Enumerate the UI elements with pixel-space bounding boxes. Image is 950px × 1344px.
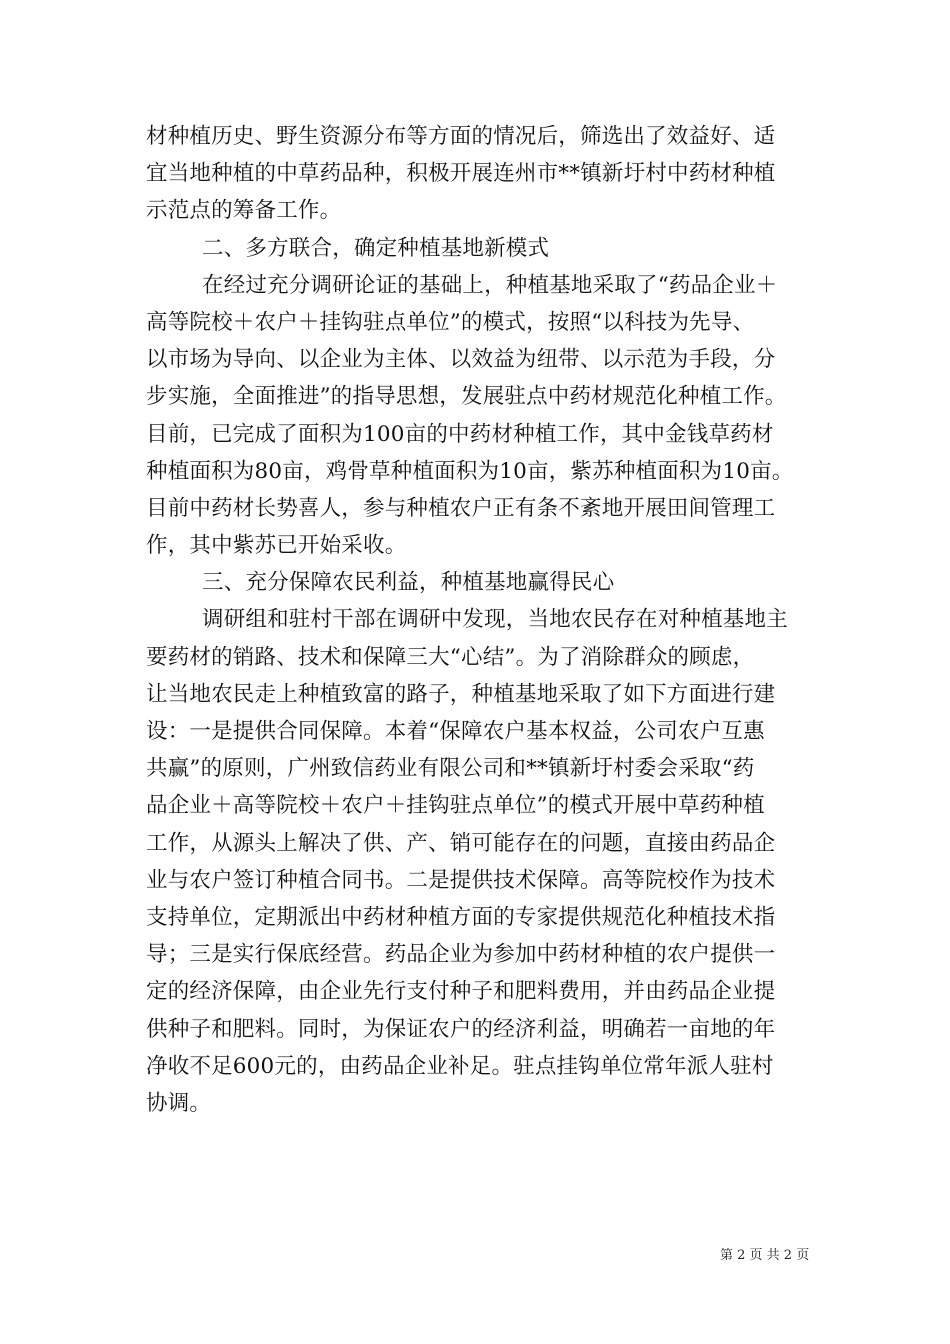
- text-line: 协调。: [146, 1090, 212, 1116]
- page-number-footer: 第 2 页 共 2 页: [720, 1248, 810, 1263]
- text-line: 种植面积为80亩，鸡骨草种植面积为10亩，紫苏种植面积为10亩。: [146, 458, 794, 484]
- text-line: 二、多方联合，确定种植基地新模式: [202, 235, 550, 261]
- text-line: 供种子和肥料。同时，为保证农户的经济利益，明确若一亩地的年: [146, 1016, 776, 1042]
- text-line: 宜当地种植的中草药品种，积极开展连州市**镇新圩村中药材种植: [146, 161, 776, 187]
- text-line: 步实施，全面推进”的指导思想，发展驻点中药材规范化种植工作。: [146, 384, 787, 410]
- text-line: 设：一是提供合同保障。本着“保障农户基本权益，公司农户互惠: [146, 719, 765, 744]
- document-body: [146, 118, 836, 1122]
- text-line: 让当地农民走上种植致富的路子，种植基地采取了如下方面进行建: [146, 681, 776, 707]
- text-line: 导；三是实行保底经营。药品企业为参加中药材种植的农户提供一: [146, 942, 776, 968]
- text-line: 定的经济保障，由企业先行支付种子和肥料费用，并由药品企业提: [146, 979, 776, 1005]
- text-line: 业与农户签订种植合同书。二是提供技术保障。高等院校作为技术: [146, 867, 776, 893]
- text-line: 工作，从源头上解决了供、产、销可能存在的问题，直接由药品企: [146, 830, 776, 856]
- text-line: 要药材的销路、技术和保障三大“心结”。为了消除群众的顾虑，: [146, 644, 755, 670]
- text-line: 示范点的筹备工作。: [146, 198, 342, 224]
- text-line: 目前中药材长势喜人，参与种植农户正有条不紊地开展田间管理工: [146, 495, 776, 521]
- text-line: 在经过充分调研论证的基础上，种植基地采取了“药品企业＋: [202, 272, 778, 298]
- text-line: 净收不足600元的，由药品企业补足。驻点挂钩单位常年派人驻村: [146, 1053, 774, 1079]
- text-line: 品企业＋高等院校＋农户＋挂钩驻点单位”的模式开展中草药种植: [146, 793, 765, 819]
- text-line: 支持单位，定期派出中药材种植方面的专家提供规范化种植技术指: [146, 904, 776, 930]
- text-line: 作，其中紫苏已开始采收。: [146, 533, 407, 559]
- text-line: 三、充分保障农民利益，种植基地赢得民心: [202, 570, 615, 596]
- text-line: 目前，已完成了面积为100亩的中药材种植工作，其中金钱草药材: [146, 421, 774, 447]
- text-line: 调研组和驻村干部在调研中发现，当地农民存在对种植基地主: [202, 607, 788, 633]
- text-line: 以市场为导向、以企业为主体、以效益为纽带、以示范为手段，分: [146, 347, 776, 373]
- text-line: 共赢”的原则，广州致信药业有限公司和**镇新圩村委会采取“药: [146, 756, 755, 782]
- text-line: 高等院校＋农户＋挂钩驻点单位”的模式，按照“以科技为先导、: [146, 309, 755, 335]
- text-line: 材种植历史、野生资源分布等方面的情况后，筛选出了效益好、适: [146, 124, 776, 149]
